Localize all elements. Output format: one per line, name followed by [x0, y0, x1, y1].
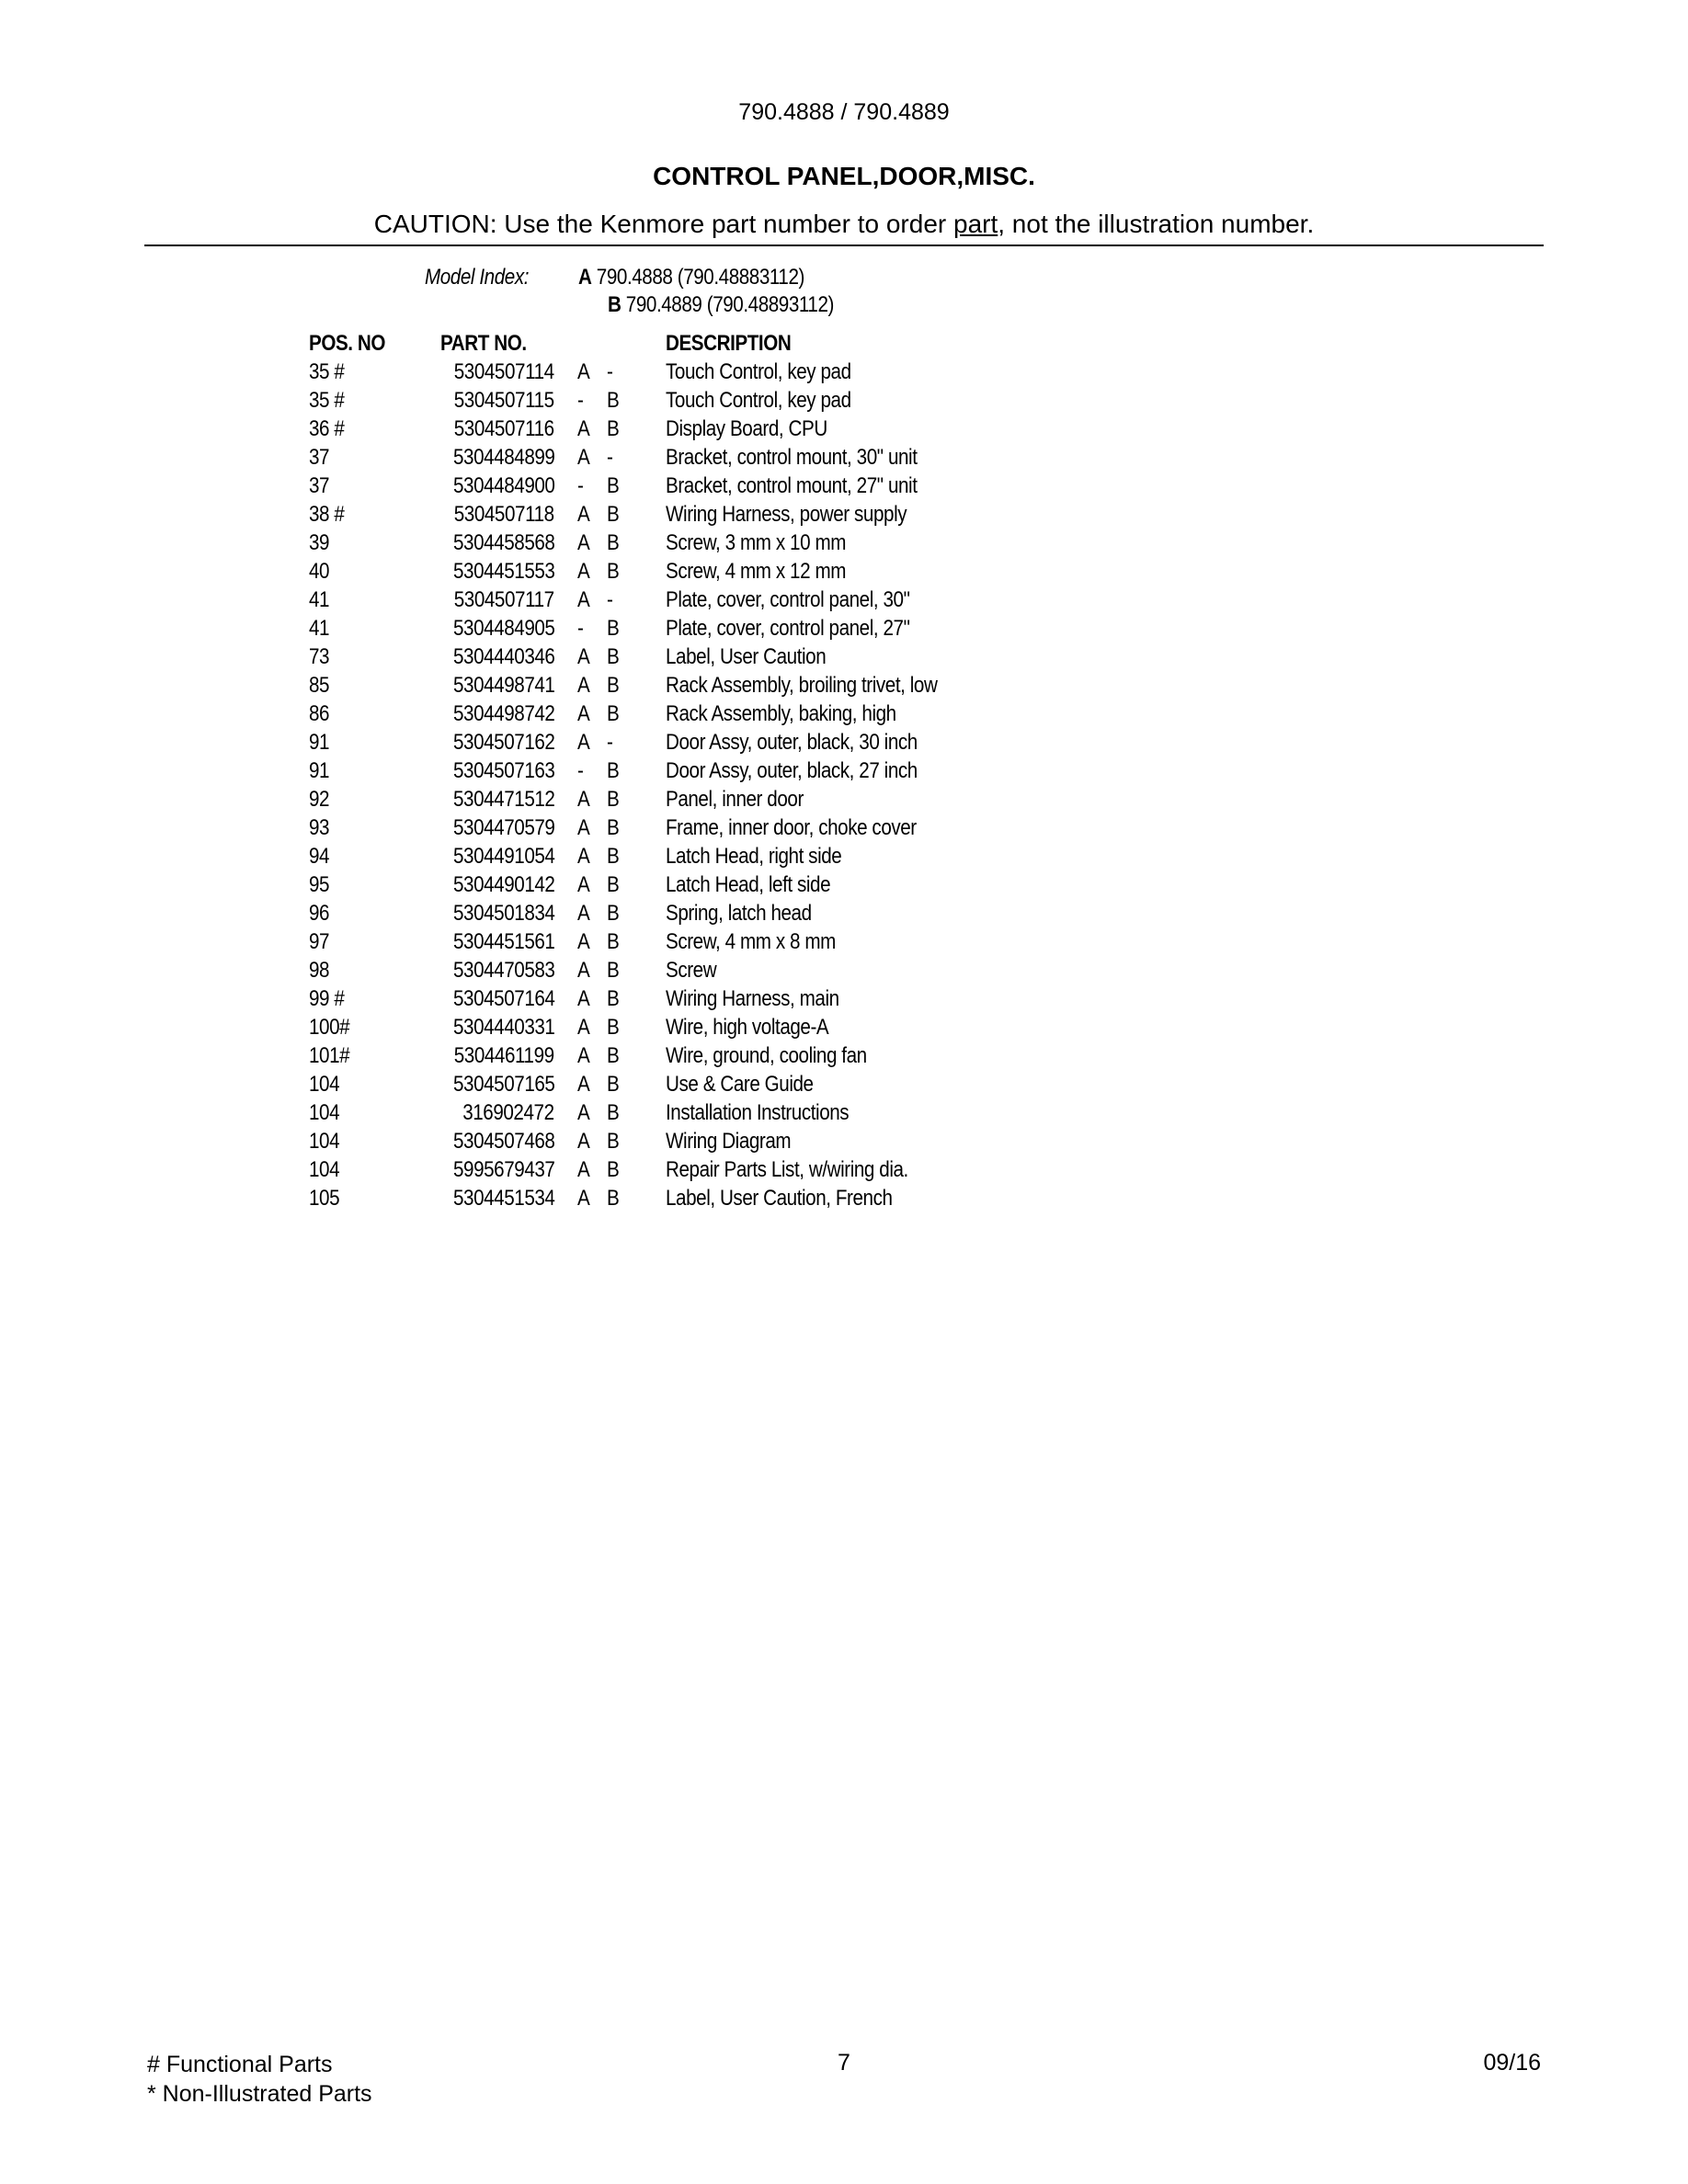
model-a-flag: A	[577, 1043, 590, 1068]
model-a-flag: A	[577, 559, 590, 584]
part-no-cell	[424, 815, 554, 841]
model-b-flag: B	[607, 416, 620, 441]
pos-no: 97	[309, 929, 330, 954]
model-a-flag: A	[577, 1100, 590, 1125]
pos-no: 104	[309, 1072, 340, 1097]
part-no: 5304501834	[452, 901, 554, 926]
pos-no: 99 #	[309, 986, 345, 1011]
model-a-flag: A	[577, 929, 590, 954]
part-no-cell	[424, 473, 554, 499]
model-a-flag: -	[577, 388, 584, 413]
pos-no: 73	[309, 644, 330, 669]
description: Wiring Diagram	[666, 1129, 792, 1154]
part-no: 5304440331	[452, 1015, 554, 1040]
model-b-flag: B	[607, 1157, 620, 1182]
header-description: DESCRIPTION	[666, 331, 792, 356]
pos-no: 98	[309, 958, 330, 983]
pos-no: 100#	[309, 1015, 350, 1040]
description: Latch Head, right side	[666, 844, 842, 869]
part-no: 5304440346	[452, 644, 554, 669]
pos-no: 96	[309, 901, 330, 926]
description: Installation Instructions	[666, 1100, 850, 1125]
section-title: CONTROL PANEL,DOOR,MISC.	[653, 162, 1035, 190]
description: Wire, ground, cooling fan	[666, 1043, 867, 1068]
description: Rack Assembly, baking, high	[666, 701, 896, 726]
model-index-a	[578, 265, 804, 290]
pos-no: 104	[309, 1100, 340, 1125]
header-pos-no: POS. NO	[309, 331, 386, 356]
part-no: 5304461199	[454, 1043, 554, 1068]
description: Door Assy, outer, black, 30 inch	[666, 730, 918, 755]
model-a-flag: A	[577, 644, 590, 669]
part-no-cell	[424, 701, 554, 727]
part-no-cell	[424, 986, 554, 1012]
description: Panel, inner door	[666, 787, 804, 812]
part-no-cell	[424, 644, 554, 670]
part-no: 5304451553	[452, 559, 554, 584]
pos-no: 104	[309, 1157, 340, 1182]
part-no-cell	[424, 730, 554, 756]
description: Screw, 3 mm x 10 mm	[666, 530, 846, 555]
model-a-flag: A	[577, 1015, 590, 1040]
part-no-cell	[424, 1072, 554, 1098]
model-b-flag: B	[607, 1100, 620, 1125]
pos-no: 101#	[309, 1043, 350, 1068]
part-no-cell	[424, 758, 554, 784]
description: Wiring Harness, main	[666, 986, 839, 1011]
caution-suffix: , not the illustration number.	[998, 210, 1315, 238]
model-index-a-text: 790.4888 (790.48883112)	[596, 265, 804, 290]
part-no: 5304507118	[454, 502, 554, 527]
part-no: 5304470579	[452, 815, 554, 840]
description: Spring, latch head	[666, 901, 812, 926]
part-no: 5304451561	[452, 929, 554, 954]
part-no: 5304507165	[452, 1072, 554, 1097]
model-b-flag: B	[607, 929, 620, 954]
model-b-flag: B	[607, 758, 620, 783]
model-index-b	[608, 292, 834, 318]
part-no: 5304484905	[452, 616, 554, 641]
pos-no: 41	[309, 616, 330, 641]
part-no: 5995679437	[452, 1157, 554, 1182]
part-no: 5304498742	[452, 701, 554, 726]
description: Display Board, CPU	[666, 416, 827, 441]
model-a-flag: -	[577, 758, 584, 783]
pos-no: 35 #	[309, 359, 345, 384]
description: Door Assy, outer, black, 27 inch	[666, 758, 918, 783]
description: Repair Parts List, w/wiring dia.	[666, 1157, 908, 1182]
header-divider	[144, 245, 1544, 246]
description: Latch Head, left side	[666, 872, 831, 897]
model-b-flag: B	[607, 1015, 620, 1040]
model-b-flag: -	[607, 730, 613, 755]
part-no-cell	[424, 1043, 554, 1069]
model-b-flag: -	[607, 587, 613, 612]
part-no-cell	[424, 1186, 554, 1211]
model-a-flag: A	[577, 587, 590, 612]
model-b-flag: B	[607, 701, 620, 726]
part-no: 5304507162	[452, 730, 554, 755]
description: Wiring Harness, power supply	[666, 502, 907, 527]
model-b-flag: B	[607, 844, 620, 869]
model-a-flag: A	[577, 730, 590, 755]
revision-date: 09/16	[1483, 2050, 1541, 2076]
model-a-flag: A	[577, 673, 590, 698]
description: Label, User Caution	[666, 644, 827, 669]
pos-no: 105	[309, 1186, 340, 1211]
part-no: 5304507164	[452, 986, 554, 1011]
model-index-a-key: A	[578, 265, 592, 290]
model-b-flag: B	[607, 559, 620, 584]
model-a-flag: A	[577, 502, 590, 527]
model-b-flag: B	[607, 502, 620, 527]
pos-no: 94	[309, 844, 330, 869]
part-no: 5304491054	[452, 844, 554, 869]
part-no: 5304470583	[452, 958, 554, 983]
model-a-flag: A	[577, 1072, 590, 1097]
description: Wire, high voltage-A	[666, 1015, 829, 1040]
part-no: 5304490142	[452, 872, 554, 897]
model-a-flag: -	[577, 616, 584, 641]
pos-no: 91	[309, 730, 330, 755]
model-a-flag: A	[577, 872, 590, 897]
part-no-cell	[424, 445, 554, 471]
part-no-cell	[424, 901, 554, 927]
model-b-flag: B	[607, 616, 620, 641]
description: Plate, cover, control panel, 27"	[666, 616, 910, 641]
part-no-cell	[424, 1100, 554, 1126]
model-a-flag: A	[577, 787, 590, 812]
part-no-cell	[424, 929, 554, 955]
model-b-flag: B	[607, 958, 620, 983]
model-b-flag: B	[607, 815, 620, 840]
pos-no: 40	[309, 559, 330, 584]
model-b-flag: B	[607, 1043, 620, 1068]
description: Plate, cover, control panel, 30"	[666, 587, 910, 612]
part-no-cell	[424, 416, 554, 442]
model-b-flag: B	[607, 986, 620, 1011]
part-no-cell	[424, 958, 554, 984]
model-a-flag: A	[577, 1157, 590, 1182]
part-no: 5304507114	[454, 359, 554, 384]
part-no: 5304498741	[452, 673, 554, 698]
part-no: 5304507163	[452, 758, 554, 783]
pos-no: 95	[309, 872, 330, 897]
part-no: 5304458568	[452, 530, 554, 555]
description: Touch Control, key pad	[666, 388, 851, 413]
model-b-flag: -	[607, 445, 613, 470]
model-a-flag: A	[577, 986, 590, 1011]
description: Bracket, control mount, 27" unit	[666, 473, 918, 498]
model-index-label: Model Index:	[425, 265, 530, 290]
model-b-flag: B	[607, 1072, 620, 1097]
header-part-no: PART NO.	[440, 331, 527, 356]
part-no: 316902472	[462, 1100, 554, 1125]
part-no: 5304507116	[454, 416, 554, 441]
model-a-flag: A	[577, 815, 590, 840]
model-a-flag: A	[577, 359, 590, 384]
pos-no: 86	[309, 701, 330, 726]
part-no-cell	[424, 673, 554, 699]
pos-no: 38 #	[309, 502, 345, 527]
legend-functional: # Functional Parts	[147, 2052, 333, 2077]
part-no-cell	[424, 388, 554, 414]
model-b-flag: B	[607, 673, 620, 698]
part-no: 5304484900	[452, 473, 554, 498]
part-no-cell	[424, 1157, 554, 1183]
pos-no: 85	[309, 673, 330, 698]
model-a-flag: -	[577, 473, 584, 498]
part-no: 5304507468	[452, 1129, 554, 1154]
header-part-no-cell	[440, 331, 541, 357]
pos-no: 36 #	[309, 416, 345, 441]
description: Frame, inner door, choke cover	[666, 815, 917, 840]
model-b-flag: B	[607, 1129, 620, 1154]
description: Rack Assembly, broiling trivet, low	[666, 673, 938, 698]
model-a-flag: A	[577, 701, 590, 726]
model-b-flag: -	[607, 359, 613, 384]
part-no-cell	[424, 616, 554, 642]
model-a-flag: A	[577, 416, 590, 441]
model-a-flag: A	[577, 1186, 590, 1211]
model-a-flag: A	[577, 1129, 590, 1154]
model-index-b-text: 790.4889 (790.48893112)	[625, 292, 834, 317]
model-b-flag: B	[607, 473, 620, 498]
part-no-cell	[424, 587, 554, 613]
part-no: 5304451534	[452, 1186, 554, 1211]
pos-no: 91	[309, 758, 330, 783]
description: Touch Control, key pad	[666, 359, 851, 384]
pos-no: 92	[309, 787, 330, 812]
pos-no: 35 #	[309, 388, 345, 413]
model-numbers: 790.4888 / 790.4889	[738, 99, 950, 125]
part-no-cell	[424, 844, 554, 870]
pos-no: 104	[309, 1129, 340, 1154]
model-b-flag: B	[607, 388, 620, 413]
model-b-flag: B	[607, 787, 620, 812]
model-b-flag: B	[607, 644, 620, 669]
model-a-flag: A	[577, 530, 590, 555]
description: Screw, 4 mm x 12 mm	[666, 559, 846, 584]
part-no-cell	[424, 872, 554, 898]
pos-no: 41	[309, 587, 330, 612]
caution-underlined-word: part	[953, 210, 998, 238]
page-number: 7	[838, 2050, 850, 2076]
part-no: 5304507117	[454, 587, 554, 612]
model-a-flag: A	[577, 844, 590, 869]
part-no-cell	[424, 530, 554, 556]
description: Bracket, control mount, 30" unit	[666, 445, 918, 470]
description: Screw	[666, 958, 717, 983]
model-b-flag: B	[607, 872, 620, 897]
part-no-cell	[424, 787, 554, 813]
model-index-b-key: B	[608, 292, 622, 317]
pos-no: 37	[309, 473, 330, 498]
part-no-cell	[424, 1129, 554, 1155]
model-a-flag: A	[577, 901, 590, 926]
part-no-cell	[424, 359, 554, 385]
description: Screw, 4 mm x 8 mm	[666, 929, 836, 954]
model-b-flag: B	[607, 530, 620, 555]
part-no: 5304484899	[452, 445, 554, 470]
caution-prefix: CAUTION: Use the Kenmore part number to order	[373, 210, 953, 238]
model-a-flag: A	[577, 958, 590, 983]
model-b-flag: B	[607, 1186, 620, 1211]
part-no-cell	[424, 559, 554, 585]
part-no: 5304507115	[454, 388, 554, 413]
pos-no: 93	[309, 815, 330, 840]
part-no: 5304471512	[452, 787, 554, 812]
model-b-flag: B	[607, 901, 620, 926]
legend-non-illustrated: * Non-Illustrated Parts	[147, 2081, 372, 2107]
model-a-flag: A	[577, 445, 590, 470]
pos-no: 39	[309, 530, 330, 555]
pos-no: 37	[309, 445, 330, 470]
caution-note	[0, 210, 1688, 239]
part-no-cell	[424, 1015, 554, 1041]
description: Use & Care Guide	[666, 1072, 814, 1097]
description: Label, User Caution, French	[666, 1186, 893, 1211]
part-no-cell	[424, 502, 554, 528]
